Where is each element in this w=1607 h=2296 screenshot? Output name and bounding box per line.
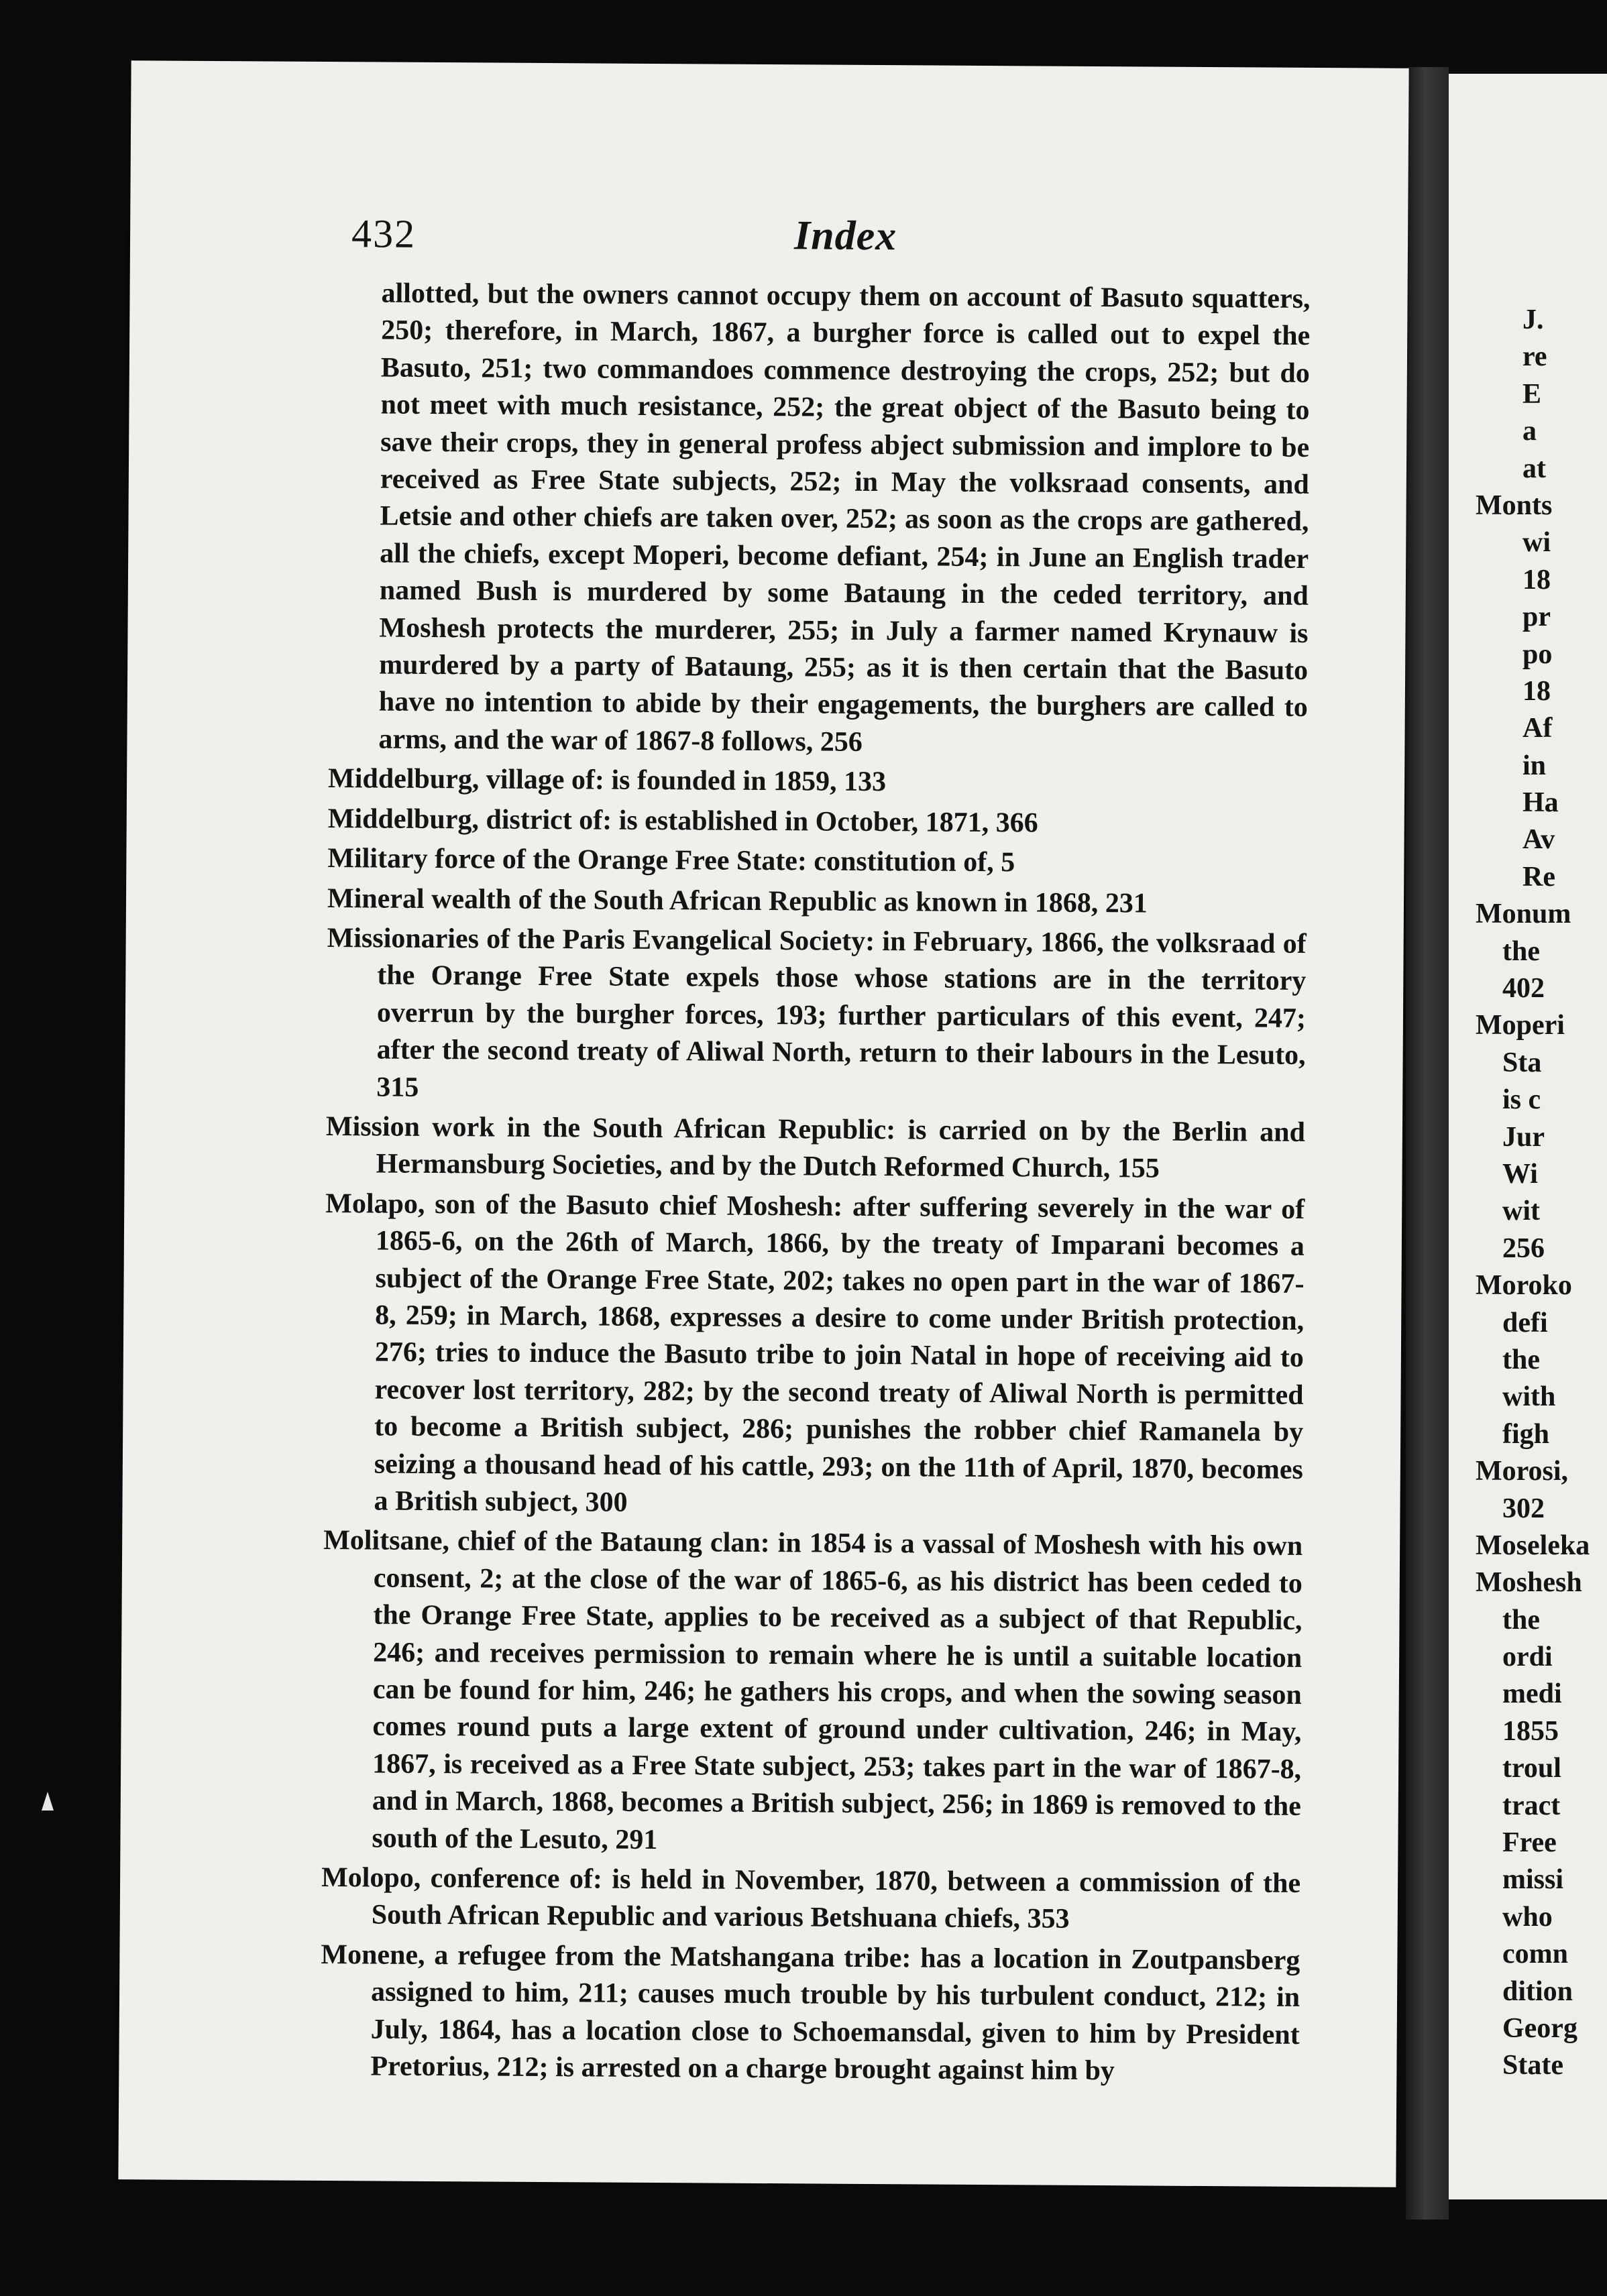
facing-line: Ha (1522, 787, 1559, 819)
facing-line: at (1522, 453, 1546, 484)
index-entry: Molapo, son of the Basuto chief Moshesh: after suffering severely in the war of 1865-6, on the 26th of March, 1866, by the treaty of Imparani becomes a subject of the Orange Free State, 202; takes no open part in the war of 1867-8, 259; in March, 1868, expresses a desire to come under British protection, 276; tries to induce the Basuto tribe to join Natal in hope of receiving aid to recover lost territory, 282; by the second treaty of Aliwal North is permitted to become a British subject, 286; punishes the robber chief Ramanela by seizing a thousand head of his cattle, 293; on the 11th of April, 1870, becomes a British subject, 300 (325, 1188, 1305, 1518)
facing-line: figh (1502, 1418, 1550, 1450)
index-entry: allotted, but the owners cannot occupy them on account of Basuto squatters, 250; therefore, in March, 1867, a burgher force is called out to expel the Basuto, 251; two commandoes commence destroying the crops, 252; but do not meet with much resistance, 252; the great object of the Basuto being to save their crops, they in general profess abject submission and implore to be received as Free State subjects, 252; in May the volksraad consents, and Letsie and other chiefs are taken over, 252; as soon as the crops are gathered, all the chiefs, except Moperi, become defiant, 254; in June an English trader named Bush is murdered by some Bataung in the ceded territory, and Moshesh protects the murderer, 255; in July a farmer named Krynauw is murdered by a party of Bataung, 255; as it is then certain that the Basuto have no intention to abide by their engagements, the burghers are called to arms, and the war of 1867-8 follows, 256 (378, 278, 1311, 758)
book-gutter-shadow (1406, 67, 1449, 2220)
facing-line: 402 (1502, 973, 1545, 1005)
facing-line: Af (1522, 713, 1553, 744)
facing-line: re (1522, 341, 1547, 373)
facing-line: E (1522, 378, 1542, 410)
facing-line: Free (1502, 1827, 1557, 1859)
facing-line: Sta (1502, 1047, 1542, 1078)
facing-line: po (1522, 638, 1553, 670)
facing-line: who (1502, 1901, 1553, 1933)
index-entry: Molopo, conference of: is held in November, 1870, between a commission of the South African Republic and various Betshuana chiefs, 353 (321, 1862, 1301, 1935)
facing-line: pr (1522, 601, 1551, 633)
index-entry: Missionaries of the Paris Evangelical Society: in February, 1866, the volksraad of the Orange Free State expels those whose stations are in the territory overrun by the burgher forces, 193; further particulars of this event, 247; after the second treaty of Aliwal North, return to their labours in the Lesuto, 315 (327, 922, 1307, 1103)
facing-line: J. (1522, 304, 1544, 335)
facing-line: 18 (1522, 564, 1551, 595)
facing-line: troul (1502, 1753, 1561, 1784)
facing-line: Georg (1502, 2012, 1577, 2044)
facing-line: missi (1502, 1864, 1564, 1896)
facing-line: with (1502, 1381, 1556, 1413)
facing-line: 18 (1522, 675, 1551, 707)
facing-line: Moperi (1476, 1010, 1565, 1041)
facing-line: Av (1522, 824, 1555, 856)
facing-line: in (1522, 750, 1547, 781)
facing-line: Jur (1502, 1121, 1545, 1153)
facing-page-edge (1449, 74, 1607, 2199)
facing-line: 302 (1502, 1493, 1545, 1524)
facing-line: Re (1522, 861, 1555, 893)
facing-line: Moseleka (1476, 1530, 1590, 1561)
index-entry: Molitsane, chief of the Bataung clan: in 1854 is a vassal of Moshesh with his own consent, 2; at the close of the war of 1865-6, as his district has been ceded to the Orange Free State, applies to be received as a subject of that Republic, 246; and receives permission to remain where he is until a suitable location can be found for him, 246; he gathers his crops, and when the sowing season comes round puts a large extent of ground under cultivation, 246; in May, 1867, is received as a Free State subject, 253; takes part in the war of 1867-8, and in March, 1868, becomes a British subject, 256; in 1869 is removed to the south of the Lesuto, 291 (323, 1525, 1303, 1855)
facing-line: Moroko (1476, 1270, 1572, 1302)
facing-line: 1855 (1502, 1715, 1559, 1747)
facing-line: dition (1502, 1975, 1573, 2007)
facing-line: Moshesh (1476, 1567, 1582, 1599)
facing-line: medi (1502, 1678, 1562, 1710)
facing-line: State (1502, 2050, 1563, 2081)
facing-page-column (1476, 302, 1607, 2085)
facing-line: the (1502, 1604, 1540, 1635)
index-entry: Mission work in the South African Republic: is carried on by the Berlin and Hermansburg Societies, and by the Dutch Reformed Church, 155 (325, 1110, 1306, 1184)
facing-line: Wi (1502, 1158, 1538, 1190)
facing-line: is c (1502, 1084, 1541, 1116)
scan-edge-mark (42, 1792, 54, 1811)
facing-line: Monts (1476, 490, 1553, 521)
facing-line: defi (1502, 1307, 1548, 1338)
running-head: Index (793, 213, 897, 260)
facing-line: ordi (1502, 1642, 1553, 1673)
index-entry: Middelburg, village of: is founded in 1859, 133 (327, 763, 887, 798)
facing-line: wit (1502, 1196, 1540, 1227)
page-number: 432 (351, 211, 417, 256)
facing-line: wi (1522, 527, 1551, 559)
index-entry: Monene, a refugee from the Matshangana tribe: has a location in Zoutpansberg assigned to him, 211; causes much trouble by his turbulent conduct, 212; in July, 1864, has a location close to Schoemansdal, given to him by President Pretorius, 212; is arrested on a charge brought against him by (321, 1939, 1300, 2087)
index-page (118, 60, 1408, 2187)
facing-line: tract (1502, 1790, 1561, 1821)
index-entry: Mineral wealth of the South African Republic as known in 1868, 231 (327, 882, 1148, 919)
facing-line: the (1502, 935, 1540, 967)
index-entry: Military force of the Orange Free State: constitution of, 5 (327, 843, 1015, 878)
facing-line: comn (1502, 1939, 1568, 1970)
facing-line: the (1502, 1344, 1540, 1375)
index-entry: Middelburg, district of: is established in October, 1871, 366 (327, 803, 1038, 839)
facing-line: Morosi, (1476, 1456, 1569, 1487)
index-entries (320, 275, 1310, 2093)
facing-line: Monum (1476, 899, 1571, 930)
facing-line: a (1522, 416, 1537, 447)
facing-line: 256 (1502, 1232, 1545, 1264)
